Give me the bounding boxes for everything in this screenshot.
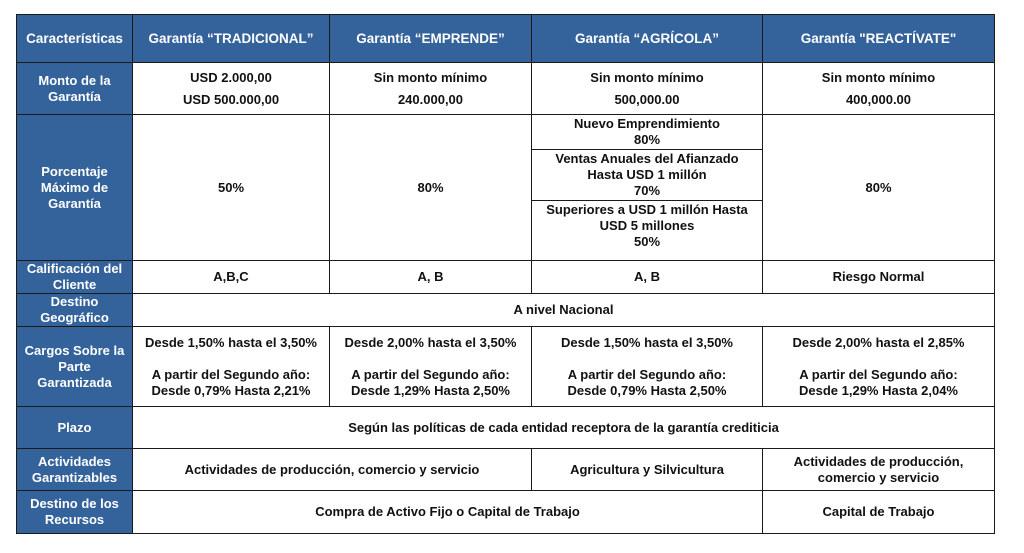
- row-actividades: [17, 449, 995, 491]
- tier-superiores-label: Superiores a USD 1 millón Hasta: [546, 202, 748, 217]
- tier-superiores-range: USD 5 millones: [599, 218, 695, 233]
- calificacion-emprende: A, B: [330, 261, 532, 294]
- header-reactivate: Garantía "REACTÍVATE": [763, 15, 995, 63]
- monto-reactivate-max: 400,000.00: [845, 91, 912, 107]
- monto-emprende-min: Sin monto mínimo: [373, 69, 488, 85]
- porcentaje-agricola: [532, 115, 763, 261]
- monto-reactivate-min: Sin monto mínimo: [821, 69, 936, 85]
- cargos-agricola-primer: Desde 1,50% hasta el 3,50%: [561, 334, 733, 350]
- monto-reactivate: [763, 63, 995, 115]
- header-tradicional: Garantía “TRADICIONAL”: [133, 15, 330, 63]
- agricola-tier-ventas: [532, 150, 762, 201]
- monto-agricola-min: Sin monto mínimo: [590, 69, 704, 85]
- monto-agricola-max: 500,000.00: [614, 91, 680, 107]
- actividades-tradicional-emprende: Actividades de producción, comercio y servicio: [133, 449, 532, 491]
- tier-nuevo-pct: 80%: [633, 132, 661, 147]
- monto-tradicional: [133, 63, 330, 115]
- monto-tradicional-max: USD 500.000,00: [182, 91, 280, 107]
- row-cargos: [17, 327, 995, 407]
- cargos-agricola-segundo-title: A partir del Segundo año:: [567, 366, 727, 382]
- calificacion-reactivate: Riesgo Normal: [763, 261, 995, 294]
- tier-nuevo-label: Nuevo Emprendimiento: [574, 116, 720, 131]
- header-row: [17, 15, 995, 63]
- header-caracteristicas: Características: [17, 15, 133, 63]
- cargos-agricola-segundo-range: Desde 0,79% Hasta 2,50%: [567, 382, 727, 398]
- row-destino-recursos: [17, 491, 995, 534]
- label-calificacion: Calificación del Cliente: [17, 261, 133, 294]
- cargos-tradicional-primer: Desde 1,50% hasta el 3,50%: [145, 334, 317, 350]
- row-monto: [17, 63, 995, 115]
- tier-ventas-range: Hasta USD 1 millón: [587, 167, 707, 182]
- guarantee-comparison-table: [16, 14, 995, 534]
- destino-recursos-first-three: Compra de Activo Fijo o Capital de Trabajo: [133, 491, 763, 534]
- monto-tradicional-min: USD 2.000,00: [190, 69, 272, 85]
- calificacion-agricola: A, B: [532, 261, 763, 294]
- monto-agricola: [532, 63, 763, 115]
- label-plazo: Plazo: [17, 407, 133, 449]
- label-actividades: Actividades Garantizables: [17, 449, 133, 491]
- label-monto: Monto de la Garantía: [17, 63, 133, 115]
- porcentaje-emprende: 80%: [330, 115, 532, 261]
- label-porcentaje: Porcentaje Máximo de Garantía: [17, 115, 133, 261]
- header-agricola: Garantía “AGRÍCOLA”: [532, 15, 763, 63]
- tier-superiores-pct: 50%: [633, 234, 661, 249]
- monto-emprende: [330, 63, 532, 115]
- cargos-reactivate-segundo-title: A partir del Segundo año:: [799, 366, 958, 382]
- cargos-reactivate-segundo-range: Desde 1,29% Hasta 2,04%: [799, 382, 958, 398]
- monto-emprende-max: 240.000,00: [397, 91, 464, 107]
- cargos-reactivate-primer: Desde 2,00% hasta el 2,85%: [792, 334, 965, 350]
- header-emprende: Garantía “EMPRENDE”: [330, 15, 532, 63]
- cargos-emprende: [330, 327, 532, 407]
- destino-geografico-value: A nivel Nacional: [133, 294, 995, 327]
- calificacion-tradicional: A,B,C: [133, 261, 330, 294]
- porcentaje-reactivate: 80%: [763, 115, 995, 261]
- cargos-tradicional-segundo-title: A partir del Segundo año:: [151, 366, 311, 382]
- agricola-tier-superiores: [532, 201, 762, 251]
- label-destino-geografico: Destino Geográfico: [17, 294, 133, 327]
- porcentaje-tradicional: 50%: [133, 115, 330, 261]
- actividades-reactivate-line1: Actividades de producción,: [793, 453, 964, 469]
- tier-ventas-label: Ventas Anuales del Afianzado: [555, 151, 739, 166]
- row-porcentaje: [17, 115, 995, 261]
- cargos-emprende-segundo-title: A partir del Segundo año:: [351, 366, 510, 382]
- cargos-reactivate: [763, 327, 995, 407]
- cargos-agricola: [532, 327, 763, 407]
- row-plazo: [17, 407, 995, 449]
- actividades-agricola: Agricultura y Silvicultura: [532, 449, 763, 491]
- cargos-emprende-segundo-range: Desde 1,29% Hasta 2,50%: [351, 382, 510, 398]
- cargos-tradicional: [133, 327, 330, 407]
- tier-ventas-pct: 70%: [633, 183, 661, 198]
- cargos-tradicional-segundo-range: Desde 0,79% Hasta 2,21%: [151, 382, 311, 398]
- plazo-value: Según las políticas de cada entidad receptora de la garantía crediticia: [133, 407, 995, 449]
- agricola-tier-nuevo: [532, 115, 762, 150]
- cargos-emprende-primer: Desde 2,00% hasta el 3,50%: [344, 334, 517, 350]
- actividades-reactivate-line2: comercio y servicio: [817, 469, 940, 485]
- row-destino-geografico: [17, 294, 995, 327]
- actividades-reactivate: [763, 449, 995, 491]
- row-calificacion: [17, 261, 995, 294]
- label-destino-recursos: Destino de los Recursos: [17, 491, 133, 534]
- label-cargos: Cargos Sobre la Parte Garantizada: [17, 327, 133, 407]
- destino-recursos-reactivate: Capital de Trabajo: [763, 491, 995, 534]
